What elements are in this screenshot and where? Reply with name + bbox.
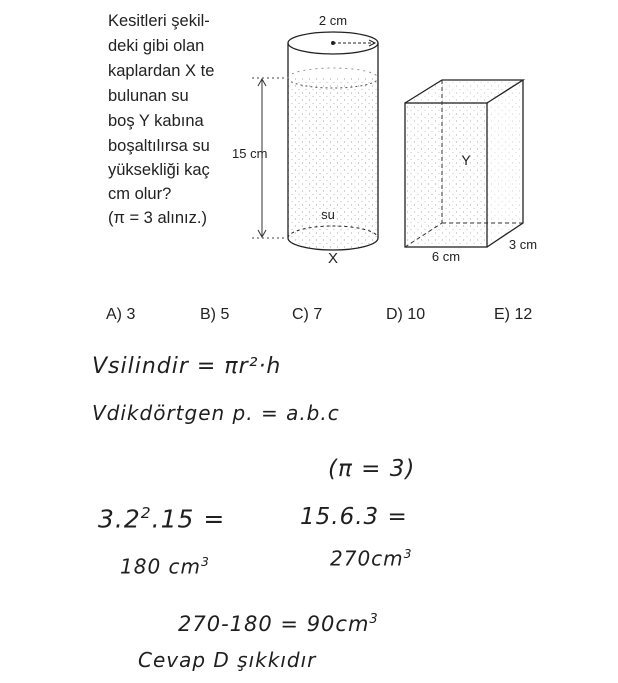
final-answer: Cevap D şıkkıdır [138,648,317,672]
prism-depth-label: 3 cm [508,237,538,252]
option-b[interactable]: B) 5 [200,306,230,323]
cylinder-calculation: $3.2^2.15$ = [98,504,226,534]
question-line: boşaltılırsa su [108,137,210,155]
question-line: deki gibi olan [108,37,205,55]
option-c[interactable]: C) 7 [292,306,323,323]
volume-difference: $270-180 = 90cm^3$ [178,612,379,636]
question-line: boş Y kabına [108,112,204,130]
pi-note: (π = 3) [328,456,416,482]
question-line: yüksekliği kaç [108,161,210,179]
prism-calculation: 15.6.3 = [300,504,408,530]
option-d[interactable]: D) 10 [386,306,426,323]
radius-label: 2 cm [318,13,348,28]
prism-width-label: 6 cm [431,249,461,264]
option-e[interactable]: E) 12 [494,306,533,323]
question-line: (π = 3 alınız.) [108,209,207,227]
cylinder-volume-formula: Vsilindir = πr²·h [92,354,282,379]
containers-figure [0,0,618,300]
question-line: bulunan su [108,87,189,105]
prism-volume-formula: Vdikdörtgen p. = a.b.c [92,401,340,425]
prism-name-label: Y [461,152,471,168]
height-label: 15 cm [232,146,268,161]
question-line: cm olur? [108,185,172,203]
cylinder-volume-result: 180 $cm^3$ [120,554,210,579]
question-line: kaplardan X te [108,62,215,80]
water-fill [288,78,378,250]
cylinder-name-label: X [327,250,339,267]
water-label: su [321,207,335,222]
option-a[interactable]: A) 3 [106,306,136,323]
prism-volume-result: $270cm^3$ [330,546,413,571]
question-line: Kesitleri şekil- [108,12,210,30]
